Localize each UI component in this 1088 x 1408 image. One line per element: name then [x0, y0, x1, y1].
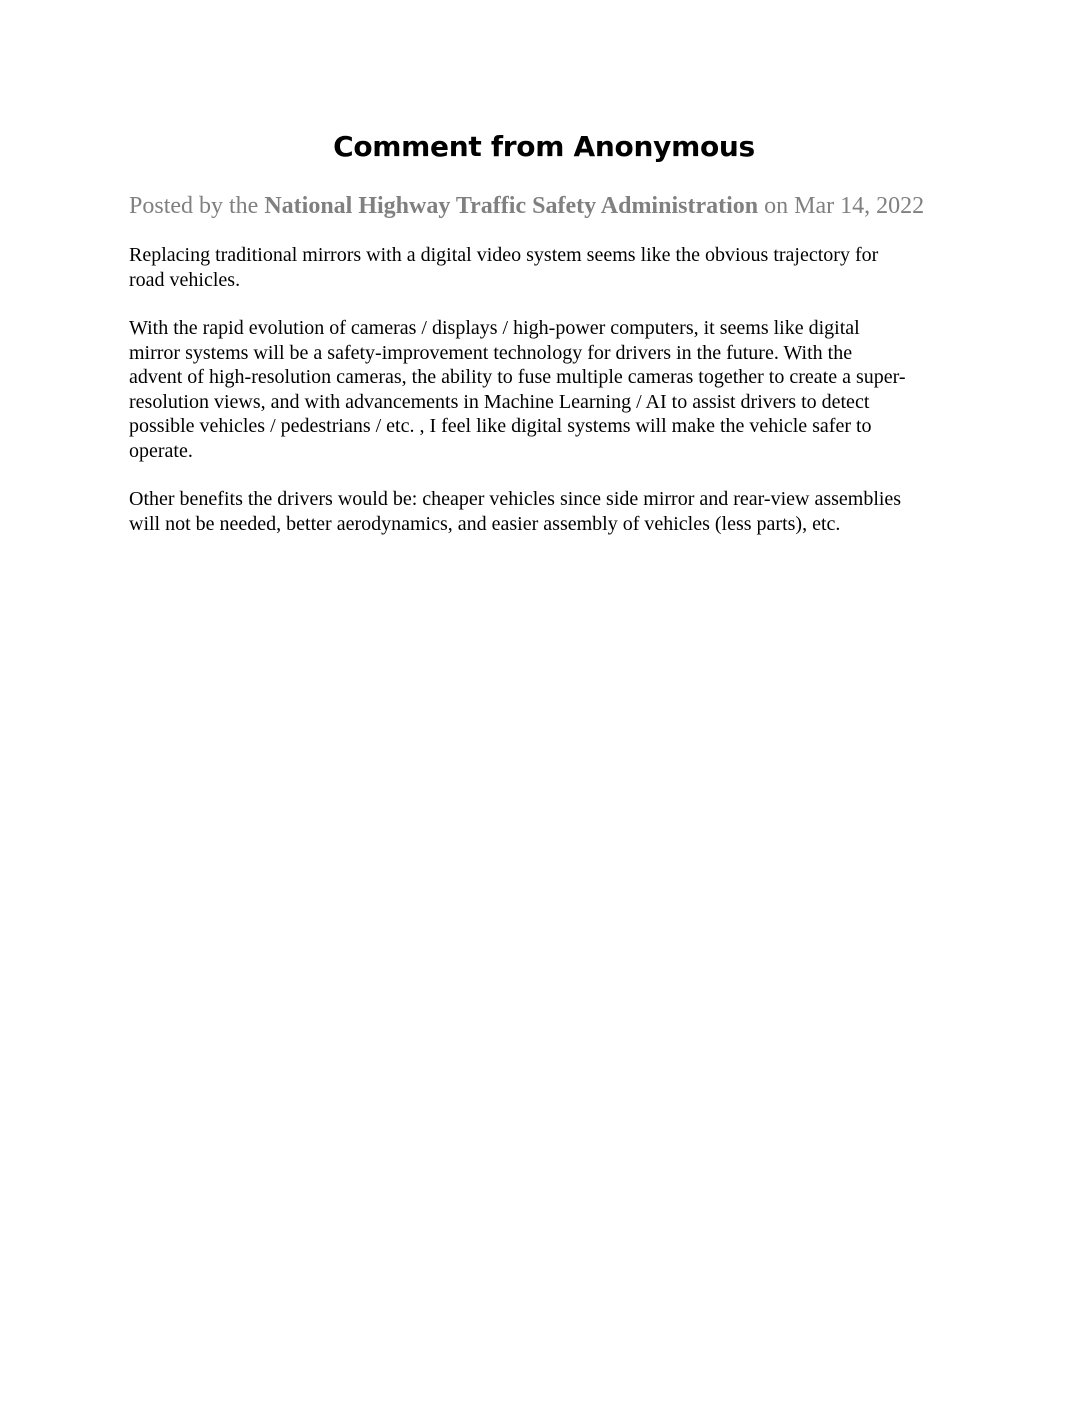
paragraph-line: Replacing traditional mirrors with a digital video system seems like the obvious trajectory for: [129, 244, 879, 266]
paragraph-line: possible vehicles / pedestrians / etc. , I feel like digital systems will make the vehicle safer to: [129, 415, 872, 437]
paragraph-line: operate.: [129, 439, 193, 462]
posted-byline: [129, 190, 989, 222]
paragraph-line: will not be needed, better aerodynamics, and easier assembly of vehicles (less parts), etc.: [129, 512, 841, 535]
paragraph-1: [129, 243, 969, 292]
comment-title: Comment from Anonymous: [333, 130, 755, 163]
paragraph-line: With the rapid evolution of cameras / displays / high-power computers, it seems like digital: [129, 317, 860, 339]
comment-body: [129, 243, 969, 560]
posted-date: Mar 14, 2022: [794, 193, 925, 219]
paragraph-line: road vehicles.: [129, 268, 241, 291]
paragraph-2: [129, 316, 969, 463]
paragraph-line: mirror systems will be a safety-improvement technology for drivers in the future. With the: [129, 341, 853, 364]
agency-name: National Highway Traffic Safety Administration: [264, 193, 759, 219]
paragraph-line: resolution views, and with advancements in Machine Learning / AI to assist drivers to detect: [129, 390, 870, 413]
date-prefix: on: [764, 193, 789, 219]
paragraph-line: advent of high-resolution cameras, the ability to fuse multiple cameras together to create a super-: [129, 366, 906, 388]
paragraph-line: Other benefits the drivers would be: cheaper vehicles since side mirror and rear-view assemblies: [129, 488, 902, 510]
paragraph-3: [129, 487, 969, 536]
posted-prefix: Posted by the: [129, 193, 259, 219]
